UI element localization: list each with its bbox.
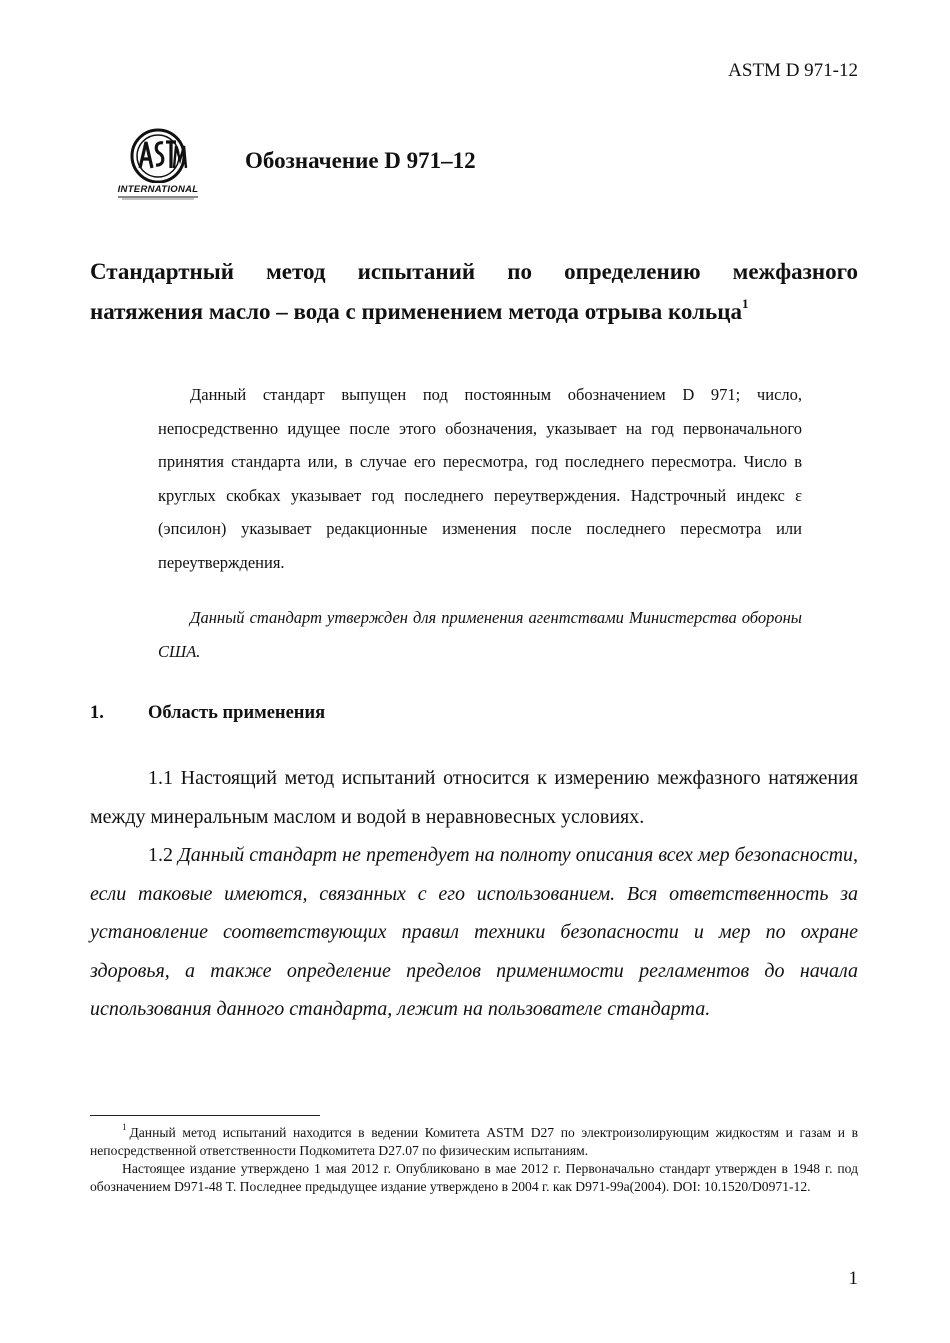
paragraph-text: Настоящий метод испытаний относится к измерению межфазного натяжения между минеральным маслом и водой в неравновесных условиях. — [90, 767, 859, 828]
section-number: 1. — [90, 703, 104, 723]
paragraph-1-2 — [90, 836, 858, 1029]
footnote-text: Данный метод испытаний находится в ведении Комитета ASTM D27 по электроизолирующим жидкостям и газам и в непосредственной ответственности Подкомитета D27.07 по физическим испытаниям. — [90, 1125, 858, 1158]
paragraph-text: Данный стандарт не претендует на полноту описания всех мер безопасности, если таковые имеются, связанных с его использованием. Вся ответственность за установление соответствующих правил техники безопасности и мер по охране здоровья, а также определение пределов применимости регламентов до начала использования данного стандарта, лежит на пользователе стандарта. — [90, 844, 859, 1020]
issuance-note: Данный стандарт выпущен под постоянным обозначением D 971; число, непосредственно идущее после этого обозначения, указывает на год первоначального принятия стандарта или, в случае его пересмотра, год последнего пересмотра. Число в круглых скобках указывает год последнего переутверждения. Надстрочный индекс ε (эпсилон) указывает редакционные изменения после последнего пересмотра или переутверждения. — [158, 385, 802, 572]
logo-caption: INTERNATIONAL — [117, 184, 199, 195]
footnote-edition: Настоящее издание утверждено 1 мая 2012 г. Опубликовано в мае 2012 г. Первоначально стандарт утвержден в 1948 г. под обозначением D971-48 T. Последнее предыдущее издание утверждено в 2004 г. как D971-99a(2004). DOI: 10.1520/D0971-12. — [90, 1161, 858, 1194]
page-number: 1 — [848, 1268, 858, 1289]
section-heading — [90, 703, 325, 724]
paragraph-number: 1.1 — [148, 767, 173, 789]
footnote-divider — [90, 1115, 320, 1116]
section-title: Область применения — [148, 703, 326, 723]
approval-note: Данный стандарт утвержден для применения агентствами Министерства обороны США. — [158, 608, 802, 661]
document-title-line-2-text: натяжения масло – вода с применением метода отрыва кольца — [90, 299, 742, 324]
document-code: ASTM D 971-12 — [728, 60, 858, 81]
title-footnote-ref[interactable]: 1 — [741, 296, 749, 312]
document-title-line-1: Стандартный метод испытаний по определению межфазного — [90, 259, 858, 284]
document-title-line-2 — [90, 292, 858, 332]
paragraph-1-1 — [90, 759, 858, 836]
paragraph-number: 1.2 — [148, 844, 173, 866]
astm-international-logo — [114, 128, 202, 200]
footnote-1 — [90, 1124, 858, 1160]
standard-designation: Обозначение D 971–12 — [245, 148, 476, 173]
footnote-marker: 1 — [122, 1122, 127, 1133]
